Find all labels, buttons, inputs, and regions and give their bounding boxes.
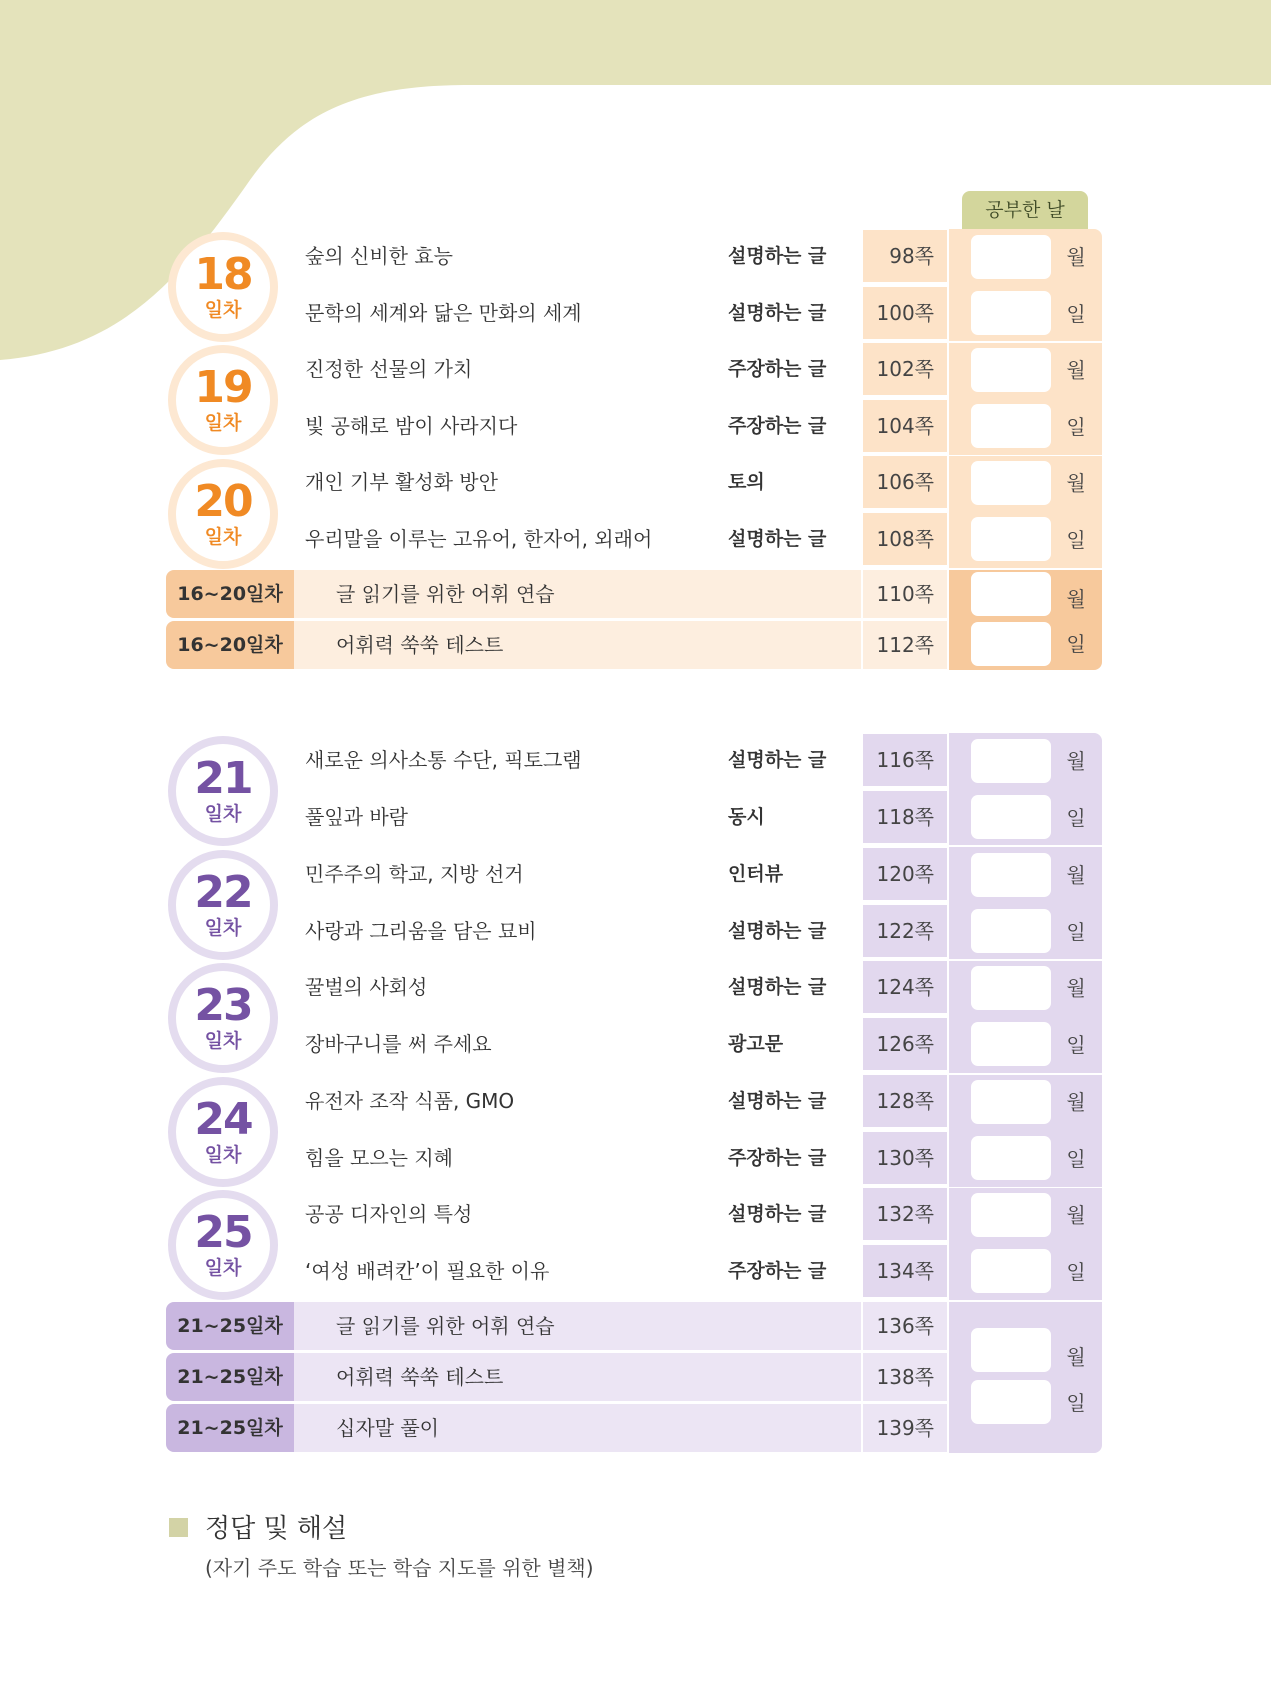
month-label: 월 (1066, 245, 1086, 269)
lesson-genre: 주장하는 글 (728, 358, 827, 380)
day-suffix: 일차 (204, 803, 242, 825)
day-number: 23 (194, 980, 252, 1031)
answers-title: 정답 및 해설 (205, 1514, 348, 1544)
day-input-box[interactable] (971, 909, 1051, 953)
month-label: 월 (1066, 1090, 1086, 1114)
month-label: 월 (1066, 587, 1086, 611)
day-suffix: 일차 (204, 1144, 242, 1166)
bullet-square-icon (169, 1518, 188, 1537)
day-input-box[interactable] (971, 1380, 1051, 1424)
review-date-bg (949, 1302, 1102, 1453)
day-badge-23 (168, 963, 278, 1073)
review-page: 112쪽 (863, 621, 947, 669)
lesson-genre: 설명하는 글 (728, 528, 827, 550)
day-number: 24 (194, 1094, 252, 1145)
lesson-genre: 설명하는 글 (728, 1090, 827, 1112)
month-input-box[interactable] (971, 1193, 1051, 1237)
lesson-genre: 설명하는 글 (728, 920, 827, 942)
day-label: 일 (1066, 415, 1086, 439)
lesson-page: 124쪽 (863, 961, 947, 1013)
day-label: 일 (1066, 1391, 1086, 1415)
lesson-title: 새로운 의사소통 수단, 픽토그램 (305, 748, 582, 772)
day-label: 일 (1066, 302, 1086, 326)
answers-subtitle: (자기 주도 학습 또는 학습 지도를 위한 별책) (205, 1556, 594, 1580)
day-suffix: 일차 (204, 526, 242, 548)
lesson-page: 98쪽 (863, 230, 947, 282)
lesson-title: 사랑과 그리움을 담은 묘비 (305, 919, 537, 943)
lesson-genre: 설명하는 글 (728, 302, 827, 324)
lesson-genre: 주장하는 글 (728, 1147, 827, 1169)
day-input-box[interactable] (971, 291, 1051, 335)
day-suffix: 일차 (204, 917, 242, 939)
month-input-box[interactable] (971, 348, 1051, 392)
lesson-page: 122쪽 (863, 905, 947, 957)
day-suffix: 일차 (204, 1257, 242, 1279)
lesson-page: 130쪽 (863, 1132, 947, 1184)
lesson-page: 128쪽 (863, 1075, 947, 1127)
day-suffix: 일차 (204, 1030, 242, 1052)
day-suffix: 일차 (204, 299, 242, 321)
lesson-title: 빛 공해로 밤이 사라지다 (305, 414, 518, 438)
month-input-box[interactable] (971, 1328, 1051, 1372)
lesson-genre: 설명하는 글 (728, 245, 827, 267)
review-page: 139쪽 (863, 1404, 947, 1452)
lesson-page: 102쪽 (863, 343, 947, 395)
lesson-page: 134쪽 (863, 1245, 947, 1297)
day-label: 일 (1066, 806, 1086, 830)
day-input-box[interactable] (971, 517, 1051, 561)
lesson-genre: 인터뷰 (728, 863, 784, 885)
lesson-page: 132쪽 (863, 1188, 947, 1240)
day-badge-19 (168, 345, 278, 455)
month-label: 월 (1066, 1345, 1086, 1369)
day-number: 18 (194, 249, 252, 300)
day-badge-20 (168, 459, 278, 569)
day-suffix: 일차 (204, 412, 242, 434)
review-title: 어휘력 쑥쑥 테스트 (294, 1353, 861, 1401)
day-number: 19 (194, 362, 252, 413)
lesson-genre: 동시 (728, 806, 765, 828)
lesson-page: 106쪽 (863, 456, 947, 508)
review-page: 138쪽 (863, 1353, 947, 1401)
day-number: 22 (194, 867, 252, 918)
day-label: 일 (1066, 528, 1086, 552)
day-badge-22 (168, 850, 278, 960)
lesson-title: 공공 디자인의 특성 (305, 1202, 473, 1226)
day-input-box[interactable] (971, 622, 1051, 666)
lesson-genre: 광고문 (728, 1033, 784, 1055)
lesson-genre: 설명하는 글 (728, 1203, 827, 1225)
lesson-title: 우리말을 이루는 고유어, 한자어, 외래어 (305, 527, 653, 551)
lesson-title: 문학의 세계와 닮은 만화의 세계 (305, 301, 582, 325)
day-label: 일 (1066, 1260, 1086, 1284)
lesson-page: 104쪽 (863, 400, 947, 452)
month-label: 월 (1066, 1203, 1086, 1227)
lesson-genre: 토의 (728, 471, 765, 493)
review-title: 십자말 풀이 (294, 1404, 861, 1452)
month-input-box[interactable] (971, 853, 1051, 897)
lesson-title: ‘여성 배려칸’이 필요한 이유 (305, 1259, 550, 1283)
lesson-title: 개인 기부 활성화 방안 (305, 470, 498, 494)
review-range-tag: 21~25일차 (166, 1302, 294, 1350)
review-range-tag: 16~20일차 (166, 621, 294, 669)
lesson-title: 꿀벌의 사회성 (305, 975, 428, 999)
review-title: 글 읽기를 위한 어휘 연습 (294, 570, 861, 618)
month-input-box[interactable] (971, 966, 1051, 1010)
month-input-box[interactable] (971, 1080, 1051, 1124)
day-badge-18 (168, 232, 278, 342)
day-input-box[interactable] (971, 404, 1051, 448)
lesson-title: 진정한 선물의 가치 (305, 357, 473, 381)
review-page: 136쪽 (863, 1302, 947, 1350)
lesson-page: 116쪽 (863, 734, 947, 786)
day-number: 20 (194, 476, 252, 527)
lesson-genre: 주장하는 글 (728, 1260, 827, 1282)
day-badge-24 (168, 1077, 278, 1187)
day-label: 일 (1066, 920, 1086, 944)
lesson-page: 100쪽 (863, 287, 947, 339)
month-label: 월 (1066, 749, 1086, 773)
month-input-box[interactable] (971, 739, 1051, 783)
month-label: 월 (1066, 976, 1086, 1000)
month-label: 월 (1066, 471, 1086, 495)
lesson-title: 유전자 조작 식품, GMO (305, 1089, 515, 1113)
lesson-page: 118쪽 (863, 791, 947, 843)
lesson-title: 힘을 모으는 지혜 (305, 1146, 453, 1170)
lesson-page: 120쪽 (863, 848, 947, 900)
lesson-title: 풀잎과 바람 (305, 805, 408, 829)
day-number: 21 (194, 753, 252, 804)
review-page: 110쪽 (863, 570, 947, 618)
month-input-box[interactable] (971, 572, 1051, 616)
day-label: 일 (1066, 1147, 1086, 1171)
lesson-page: 126쪽 (863, 1018, 947, 1070)
lesson-title: 장바구니를 써 주세요 (305, 1032, 492, 1056)
day-label: 일 (1066, 1033, 1086, 1057)
day-badge-25 (168, 1190, 278, 1300)
lesson-title: 숲의 신비한 효능 (305, 244, 453, 268)
review-range-tag: 21~25일차 (166, 1404, 294, 1452)
month-label: 월 (1066, 358, 1086, 382)
study-day-header: 공부한 날 (962, 191, 1088, 229)
lesson-genre: 설명하는 글 (728, 749, 827, 771)
day-badge-21 (168, 736, 278, 846)
month-input-box[interactable] (971, 461, 1051, 505)
day-input-box[interactable] (971, 1136, 1051, 1180)
lesson-genre: 설명하는 글 (728, 976, 827, 998)
month-label: 월 (1066, 863, 1086, 887)
lesson-title: 민주주의 학교, 지방 선거 (305, 862, 524, 886)
review-range-tag: 21~25일차 (166, 1353, 294, 1401)
day-input-box[interactable] (971, 1022, 1051, 1066)
month-input-box[interactable] (971, 235, 1051, 279)
review-range-tag: 16~20일차 (166, 570, 294, 618)
lesson-genre: 주장하는 글 (728, 415, 827, 437)
day-label: 일 (1066, 632, 1086, 656)
day-input-box[interactable] (971, 795, 1051, 839)
lesson-page: 108쪽 (863, 513, 947, 565)
review-title: 어휘력 쑥쑥 테스트 (294, 621, 861, 669)
day-input-box[interactable] (971, 1249, 1051, 1293)
review-title: 글 읽기를 위한 어휘 연습 (294, 1302, 861, 1350)
day-number: 25 (194, 1207, 252, 1258)
